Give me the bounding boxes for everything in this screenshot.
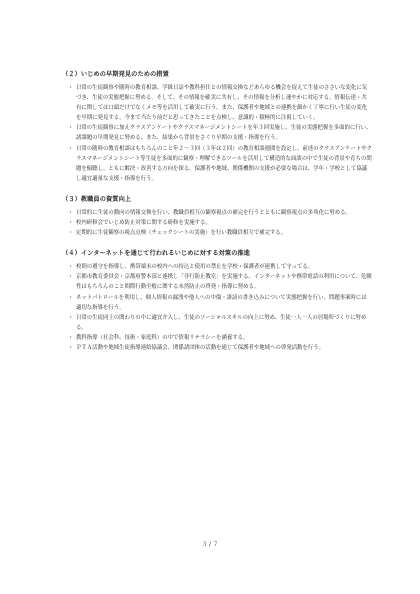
bullet-marker: ・ bbox=[68, 209, 74, 216]
section-heading: （２）いじめの早期発見のための措置 bbox=[62, 71, 169, 78]
list-item-text: ネットパトロールを利用し、個人情報の漏洩や他人への中傷・誹謗の書き込みについて実態把握を行い、問題事案時には適切な指導を行う。 bbox=[76, 294, 367, 311]
list-item-text: 教科指導（社会科、技術・家庭科）の中で情報リテラシーを涵養する。 bbox=[76, 334, 249, 341]
list-item bbox=[62, 272, 372, 292]
list-item bbox=[62, 144, 372, 184]
section bbox=[62, 195, 372, 238]
list-item-text: 日常の生徒観察に加えクラスアンケートやクラスマネージメントシートを年３回実施し、生徒の実態把握を多面的に行い、諸課題の早期発見に努める。また、結果から背景をさぐり早期の支援・指導を行う。 bbox=[76, 125, 372, 142]
page-content bbox=[62, 70, 372, 364]
list-item bbox=[62, 293, 372, 313]
bullet-marker: ・ bbox=[68, 334, 74, 341]
bullet-marker: ・ bbox=[68, 230, 74, 237]
list-item-text: 定期的に生徒観察の視点点検（チェックシートの実施）を行い教職員相互で補完する。 bbox=[76, 230, 287, 237]
page-number: ３ / ７ bbox=[201, 542, 219, 548]
bullet-marker: ・ bbox=[68, 274, 74, 281]
list-item-text: 日常の随時の教育相談はもちろんのこと年２～３回（３年は２回）の教育相談週間を設定し、前述のクラスアンケートやクラスマネージメントシート等生徒を多面的に観察・理解できるツールを活用して構造的な面談の中で生徒の背景や育ちの問題を傾聴し、ともに解決・改善する方向を探る。保護者や地域、関係機関の支援が必要な場合は、学年・学校として協議し適宜適量な支援・指導を行う。 bbox=[76, 145, 372, 182]
bullet-marker: ・ bbox=[68, 85, 74, 91]
list-item-text: 校内研修会でいじめ防止対策に関する研修を実施する。 bbox=[76, 220, 211, 227]
list-item-text: ＰＴＡ活動や地域生徒指導連絡協議会、関係諸団体の活動を通じて保護者や地域への啓発活動を行う。 bbox=[76, 344, 324, 351]
section bbox=[62, 249, 372, 353]
item-list bbox=[62, 208, 372, 238]
list-item bbox=[62, 83, 372, 123]
section bbox=[62, 70, 372, 184]
item-list bbox=[62, 262, 372, 353]
list-item-text: 京都市教育委員会・京都府警本部と連携し「非行防止教室」を実施する。インターネットや携帯電話の利用について、危険性はもちろんのこと間際行動全般に関する未然防止の啓発・指導に努める。 bbox=[76, 274, 372, 291]
list-item-text: 校則の遵守を指導し、携帯端末の校内への持込と使用の禁止を学校・保護者が連携して守ってる。 bbox=[76, 264, 314, 271]
list-item bbox=[62, 228, 372, 238]
bullet-marker: ・ bbox=[68, 264, 74, 271]
bullet-marker: ・ bbox=[68, 294, 74, 301]
list-item bbox=[62, 123, 372, 143]
bullet-marker: ・ bbox=[68, 344, 74, 351]
list-item-text: 日常の生徒同士の関わりの中に適宜介入し、生徒のソーシャルスキルの向上に努め、生徒一人一人の居場所づくりに努める。 bbox=[76, 314, 367, 331]
list-item bbox=[62, 333, 372, 343]
section-heading: （３）教職員の資質向上 bbox=[62, 195, 132, 203]
bullet-marker: ・ bbox=[68, 314, 74, 321]
item-list bbox=[62, 83, 372, 184]
bullet-marker: ・ bbox=[68, 125, 74, 132]
list-item bbox=[62, 313, 372, 333]
bullet-marker: ・ bbox=[68, 145, 74, 152]
list-item bbox=[62, 218, 372, 228]
list-item bbox=[62, 262, 372, 272]
list-item bbox=[62, 208, 372, 218]
list-item bbox=[62, 343, 372, 353]
list-item-text: 日常的に生徒の動向の情報交換を行い、教職員相互の観察視点の補完を行うとともに観察視点の多角化に努める。 bbox=[76, 209, 351, 216]
bullet-marker: ・ bbox=[68, 220, 74, 227]
list-item-text: 日常の生徒観察や随時の教育相談、学級日誌や教科担任との情報交換などあらゆる機会を捉えて生徒のささいな変化に気づき、生徒の実態把握に努める。そして、その情報を確実に共有し、その情報を分析し速やかに対応する。情報伝達・共有に関しては口頭だけでなくメモ等を活用して確実に行う。また、保護者や地域との連携を細かく丁寧に行い生徒の変化を早期に発見する。今まで当たり前だと思ってきたことを点検し、意識的・積極的に注視していく。 bbox=[76, 85, 368, 122]
section-heading: （４）インターネットを通じて行われるいじめに対する対策の推進 bbox=[62, 250, 251, 258]
